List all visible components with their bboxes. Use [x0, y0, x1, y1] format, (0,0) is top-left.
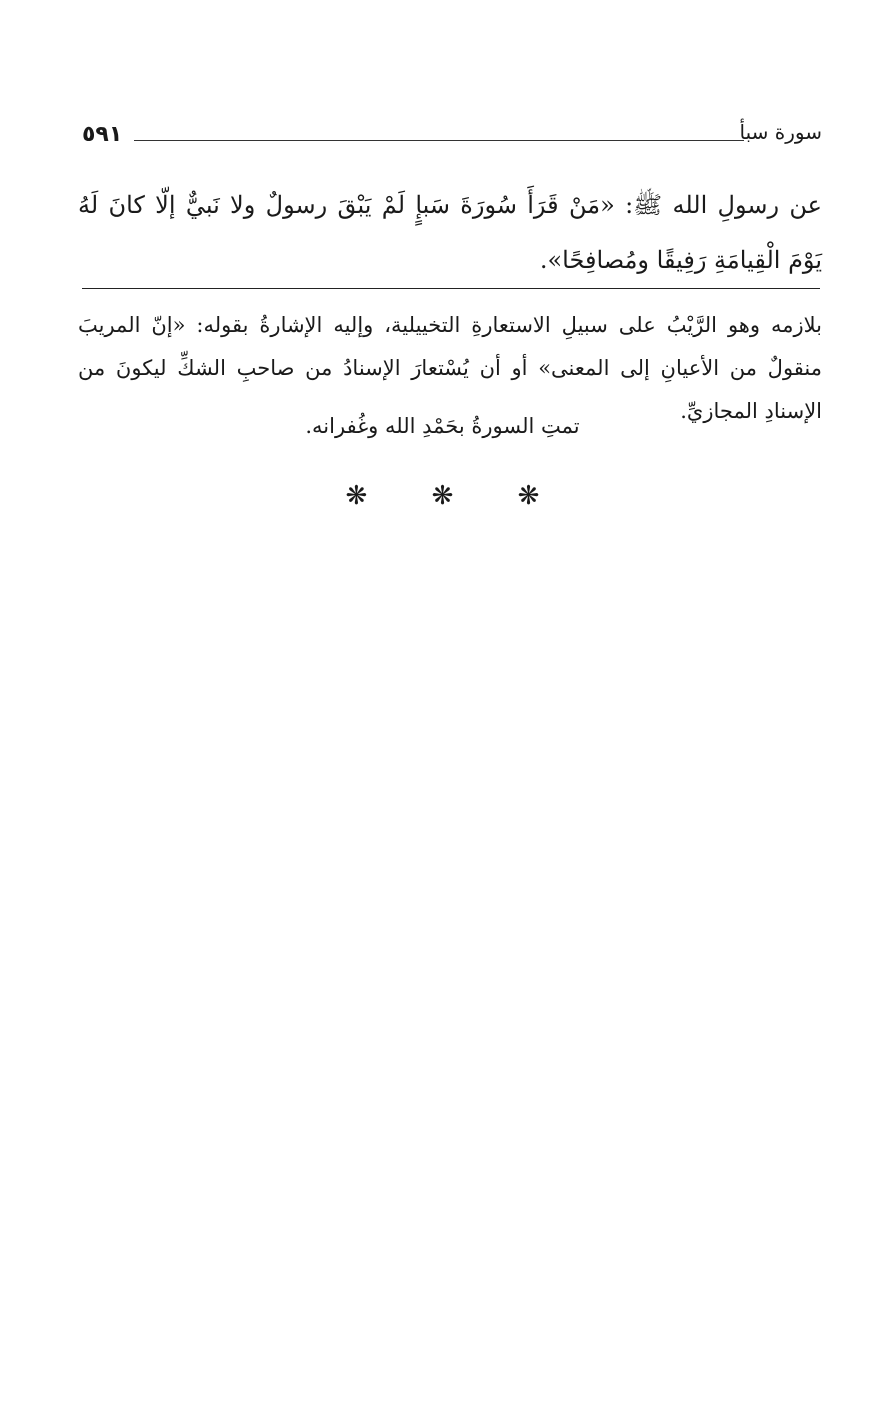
- star-ornament-icon: ❋: [517, 481, 540, 511]
- header-rule: [134, 140, 744, 141]
- main-text: عن رسولِ الله ﷺ: «مَنْ قَرَأَ سُورَةَ سَبإٍ لَمْ يَبْقَ رسولٌ ولا نَبيٌّ إلّا كانَ لَهُ يَوْمَ الْقِيامَةِ رَفِيقًا ومُصافِحًا».: [78, 191, 822, 274]
- star-ornament-icon: ❋: [431, 481, 454, 511]
- running-title: سورة سبأ: [739, 120, 822, 144]
- footnote-divider: [82, 288, 820, 289]
- closing-line: تمتِ السورةُ بحَمْدِ الله وغُفرانه.: [305, 414, 580, 438]
- star-ornament-icon: ❋: [345, 481, 368, 511]
- page-header: [82, 118, 822, 154]
- ornament-stars: [0, 478, 885, 514]
- page-number: ٥٩١: [82, 122, 123, 147]
- footnote-text: بلازمه وهو الرَّيْبُ على سبيلِ الاستعارةِ التخييلية، وإليه الإشارةُ بقوله: «إنّ المريبَ منقولٌ من الأعيانِ إلى المعنى» أو أن يُسْتعارَ الإسنادُ من صاحبِ الشكِّ ليكونَ من الإسنادِ المجازيِّ.: [78, 313, 822, 423]
